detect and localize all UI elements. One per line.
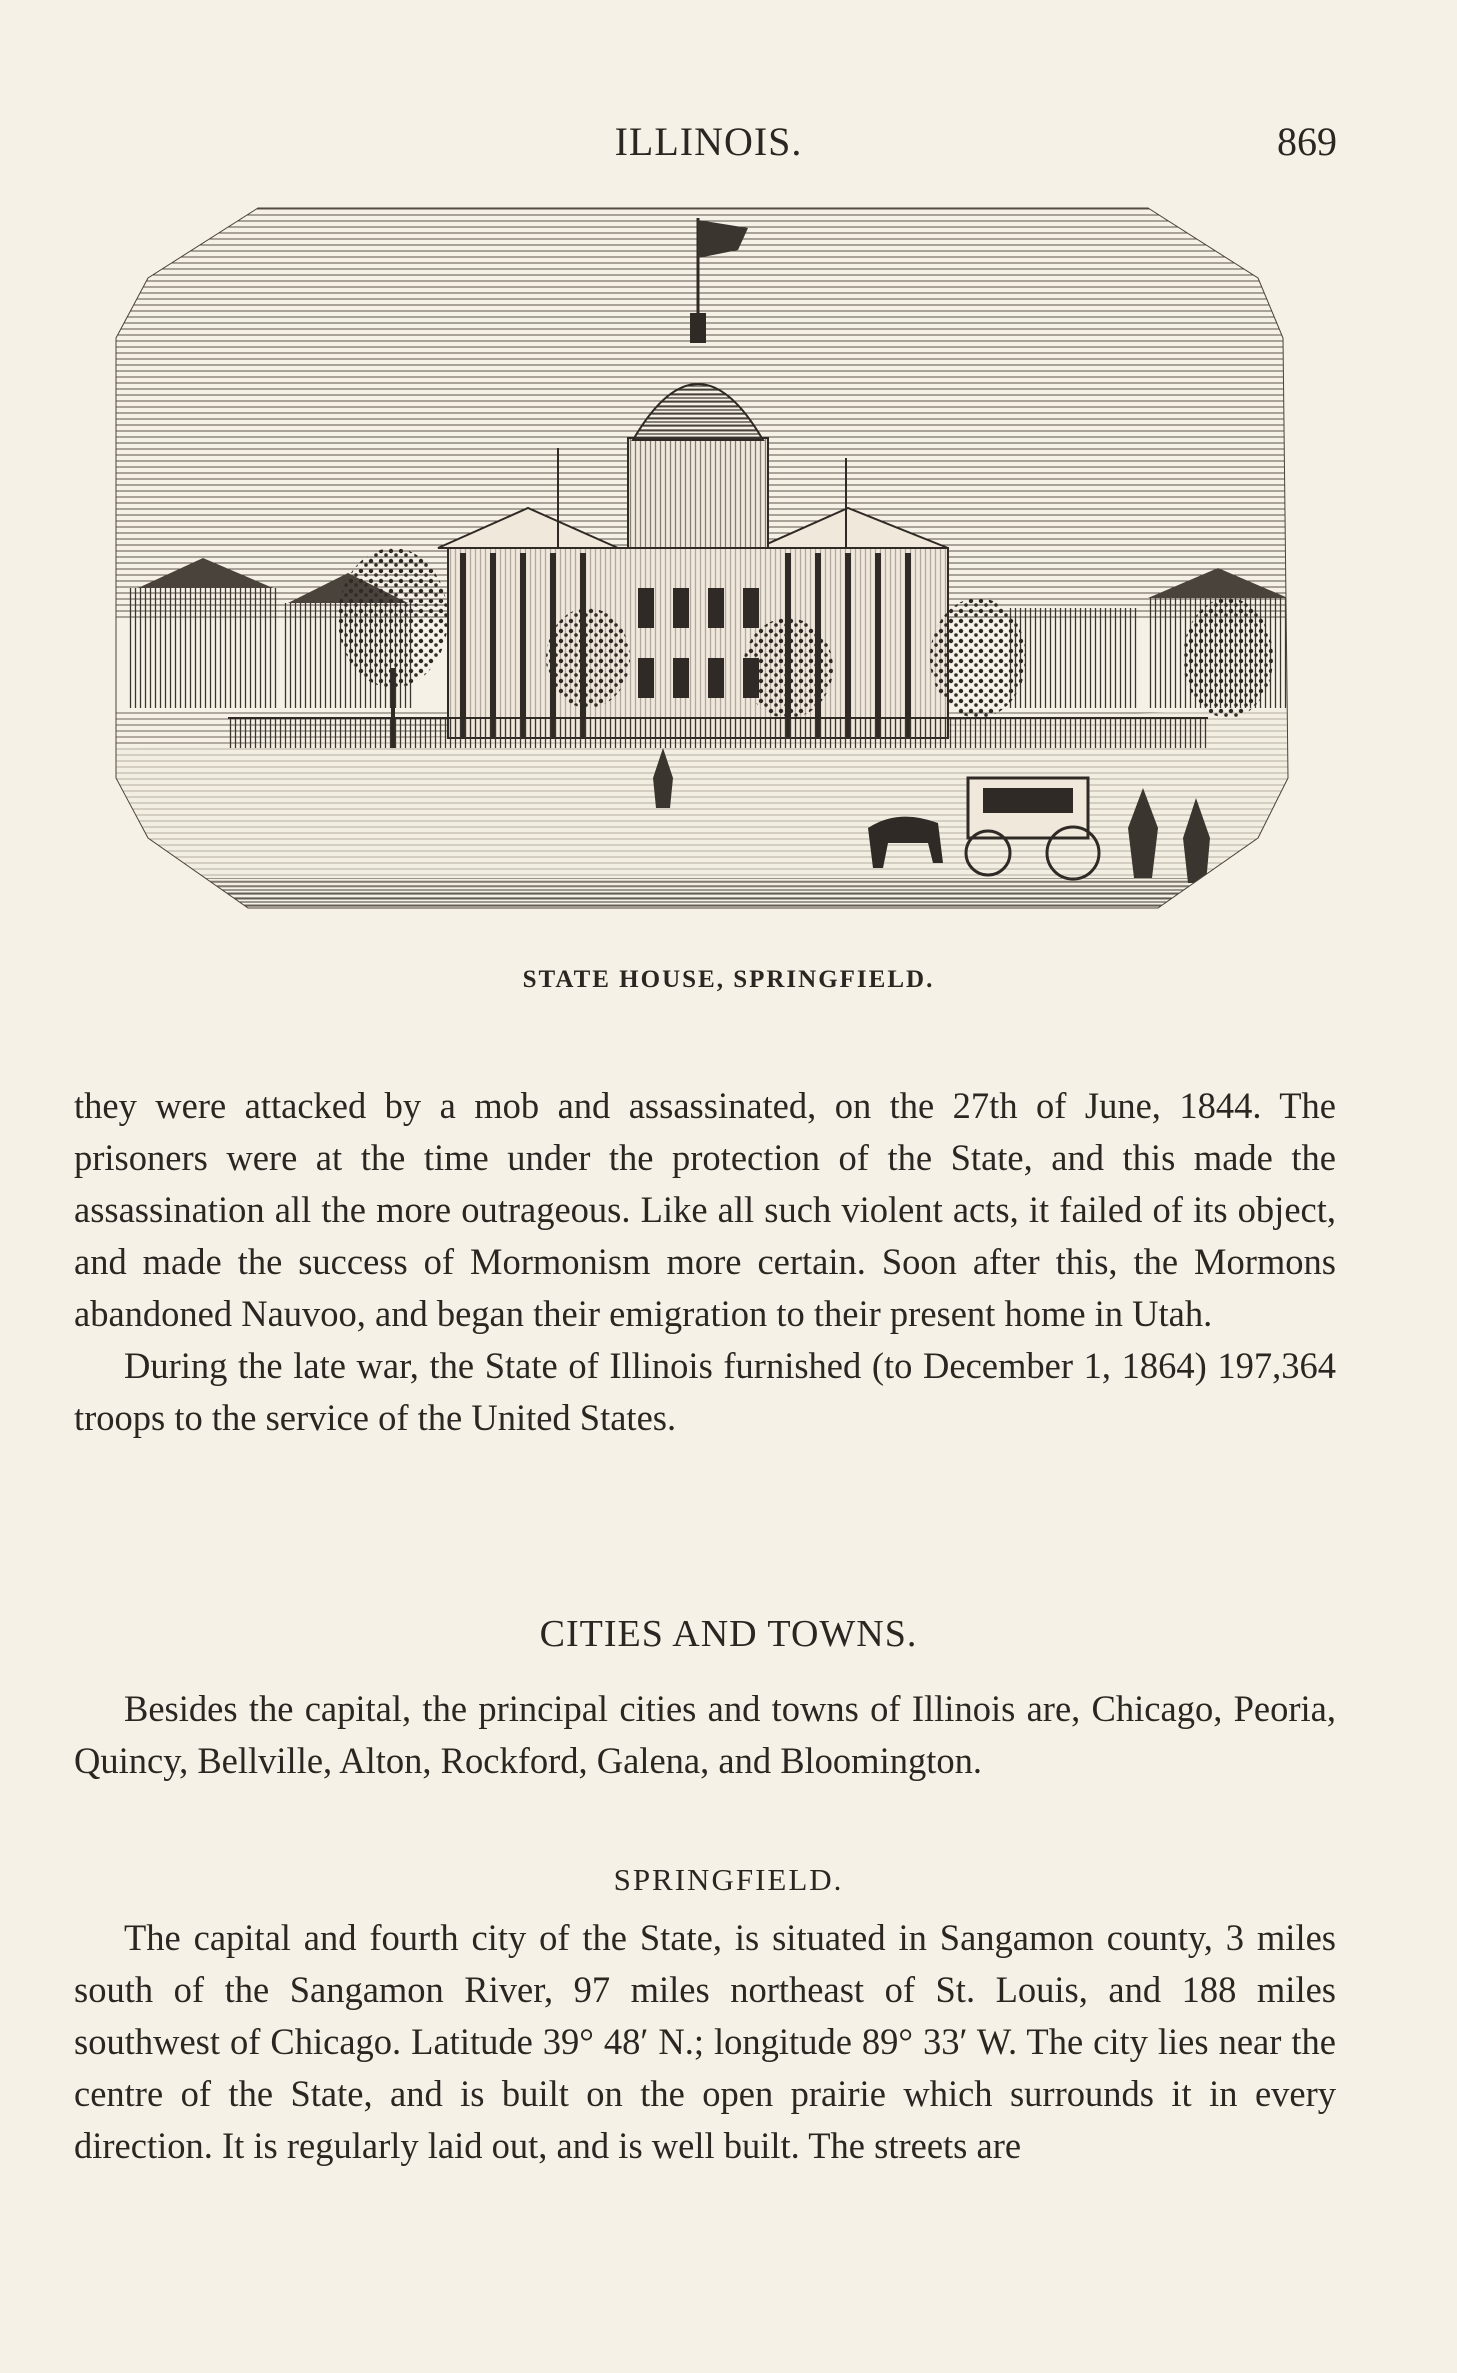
cities-text-block [74,1683,1336,1787]
section-heading-cities: CITIES AND TOWNS. [539,1613,918,1655]
running-title: ILLINOIS. [614,119,803,164]
body-text-block [74,1080,1336,1444]
paragraph-war-troops: During the late war, the State of Illinois furnished (to December 1, 1864) 197,364 troops to the service of the United States. [74,1345,1336,1438]
running-head [80,118,1337,168]
paragraph-mormon: they were attacked by a mob and assassinated, on the 27th of June, 1844. The prisoners were at the time under the protection of the State, and this made the assassination all the more outrageous. Like all such violent acts, it failed of its object, and made the success of Mormonism more certain. Soon after this, the Mormons abandoned Nauvoo, and began their emigration to their present home in Utah. [74,1085,1336,1334]
paragraph-springfield: The capital and fourth city of the State, is situated in Sangamon county, 3 miles south of the Sangamon River, 97 miles northeast of St. Louis, and 188 miles southwest of Chicago. Latitude 39° 48′ N.; longitude 89° 33′ W. The city lies near the centre of the State, and is built on the open prairie which surrounds it in every direction. It is regularly laid out, and is well built. The streets are [74,1917,1336,2166]
page-number: 869 [1277,119,1337,164]
state-house-engraving [108,188,1300,932]
springfield-text-block [74,1912,1336,2172]
illustration-caption: STATE HOUSE, SPRINGFIELD. [522,966,935,993]
subsection-heading-springfield: SPRINGFIELD. [613,1862,844,1897]
paragraph-cities: Besides the capital, the principal cities and towns of Illinois are, Chicago, Peoria, Quincy, Bellville, Alton, Rockford, Galena, and Bloomington. [74,1688,1336,1781]
